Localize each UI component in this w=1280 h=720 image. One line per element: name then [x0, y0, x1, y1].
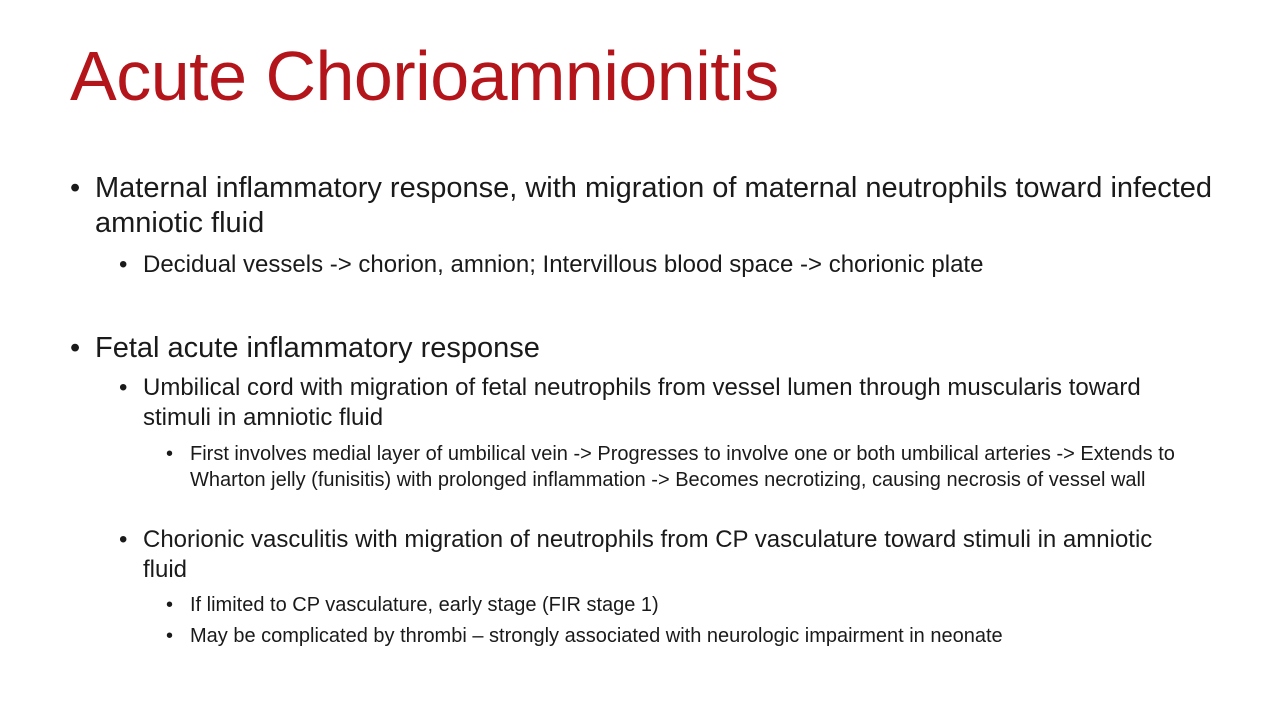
- subbullet-chorionic-vasculitis: [119, 525, 1173, 585]
- bullet-text: Maternal inflammatory response, with migration of maternal neutrophils toward infected amniotic fluid: [95, 172, 1213, 239]
- bullet-text: May be complicated by thrombi – strongly associated with neurologic impairment in neonate: [190, 625, 1003, 647]
- bullet-text: Chorionic vasculitis with migration of neutrophils from CP vasculature toward stimuli in amniotic fluid: [143, 526, 1153, 583]
- subsubbullet-umbilical-progression: [166, 442, 1190, 493]
- slide-title: Acute Chorioamnionitis: [70, 37, 779, 115]
- bullet-point-icon: •: [119, 251, 128, 278]
- bullet-point-icon: •: [119, 374, 128, 401]
- bullet-text: Fetal acute inflammatory response: [95, 332, 540, 364]
- subsubbullet-fir-stage: [166, 593, 1230, 619]
- bullet-text: Decidual vessels -> chorion, amnion; Intervillous blood space -> chorionic plate: [143, 251, 984, 278]
- bullet-text: Umbilical cord with migration of fetal neutrophils from vessel lumen through muscularis toward stimuli in amniotic fluid: [143, 374, 1141, 431]
- bullet-point-icon: •: [166, 625, 174, 647]
- bullet-text: If limited to CP vasculature, early stage (FIR stage 1): [190, 594, 659, 616]
- bullet-point-icon: •: [166, 594, 174, 616]
- subbullet-umbilical-cord: [119, 373, 1173, 433]
- bullet-point-icon: •: [70, 332, 81, 364]
- bullet-point-icon: •: [166, 443, 174, 465]
- bullet-text: First involves medial layer of umbilical vein -> Progresses to involve one or both umbilical arteries -> Extends to Wharton jelly (funisitis) with prolonged inflammation -> Becomes necrotizing, causing necrosis of vessel wall: [190, 443, 1175, 491]
- subsubbullet-thrombi: [166, 624, 1250, 650]
- subbullet-decidual-vessels: [119, 250, 1253, 280]
- bullet-point-icon: •: [70, 172, 81, 204]
- bullet-fetal-response: [70, 331, 1225, 366]
- bullet-maternal-response: [70, 171, 1225, 241]
- bullet-point-icon: •: [119, 526, 128, 553]
